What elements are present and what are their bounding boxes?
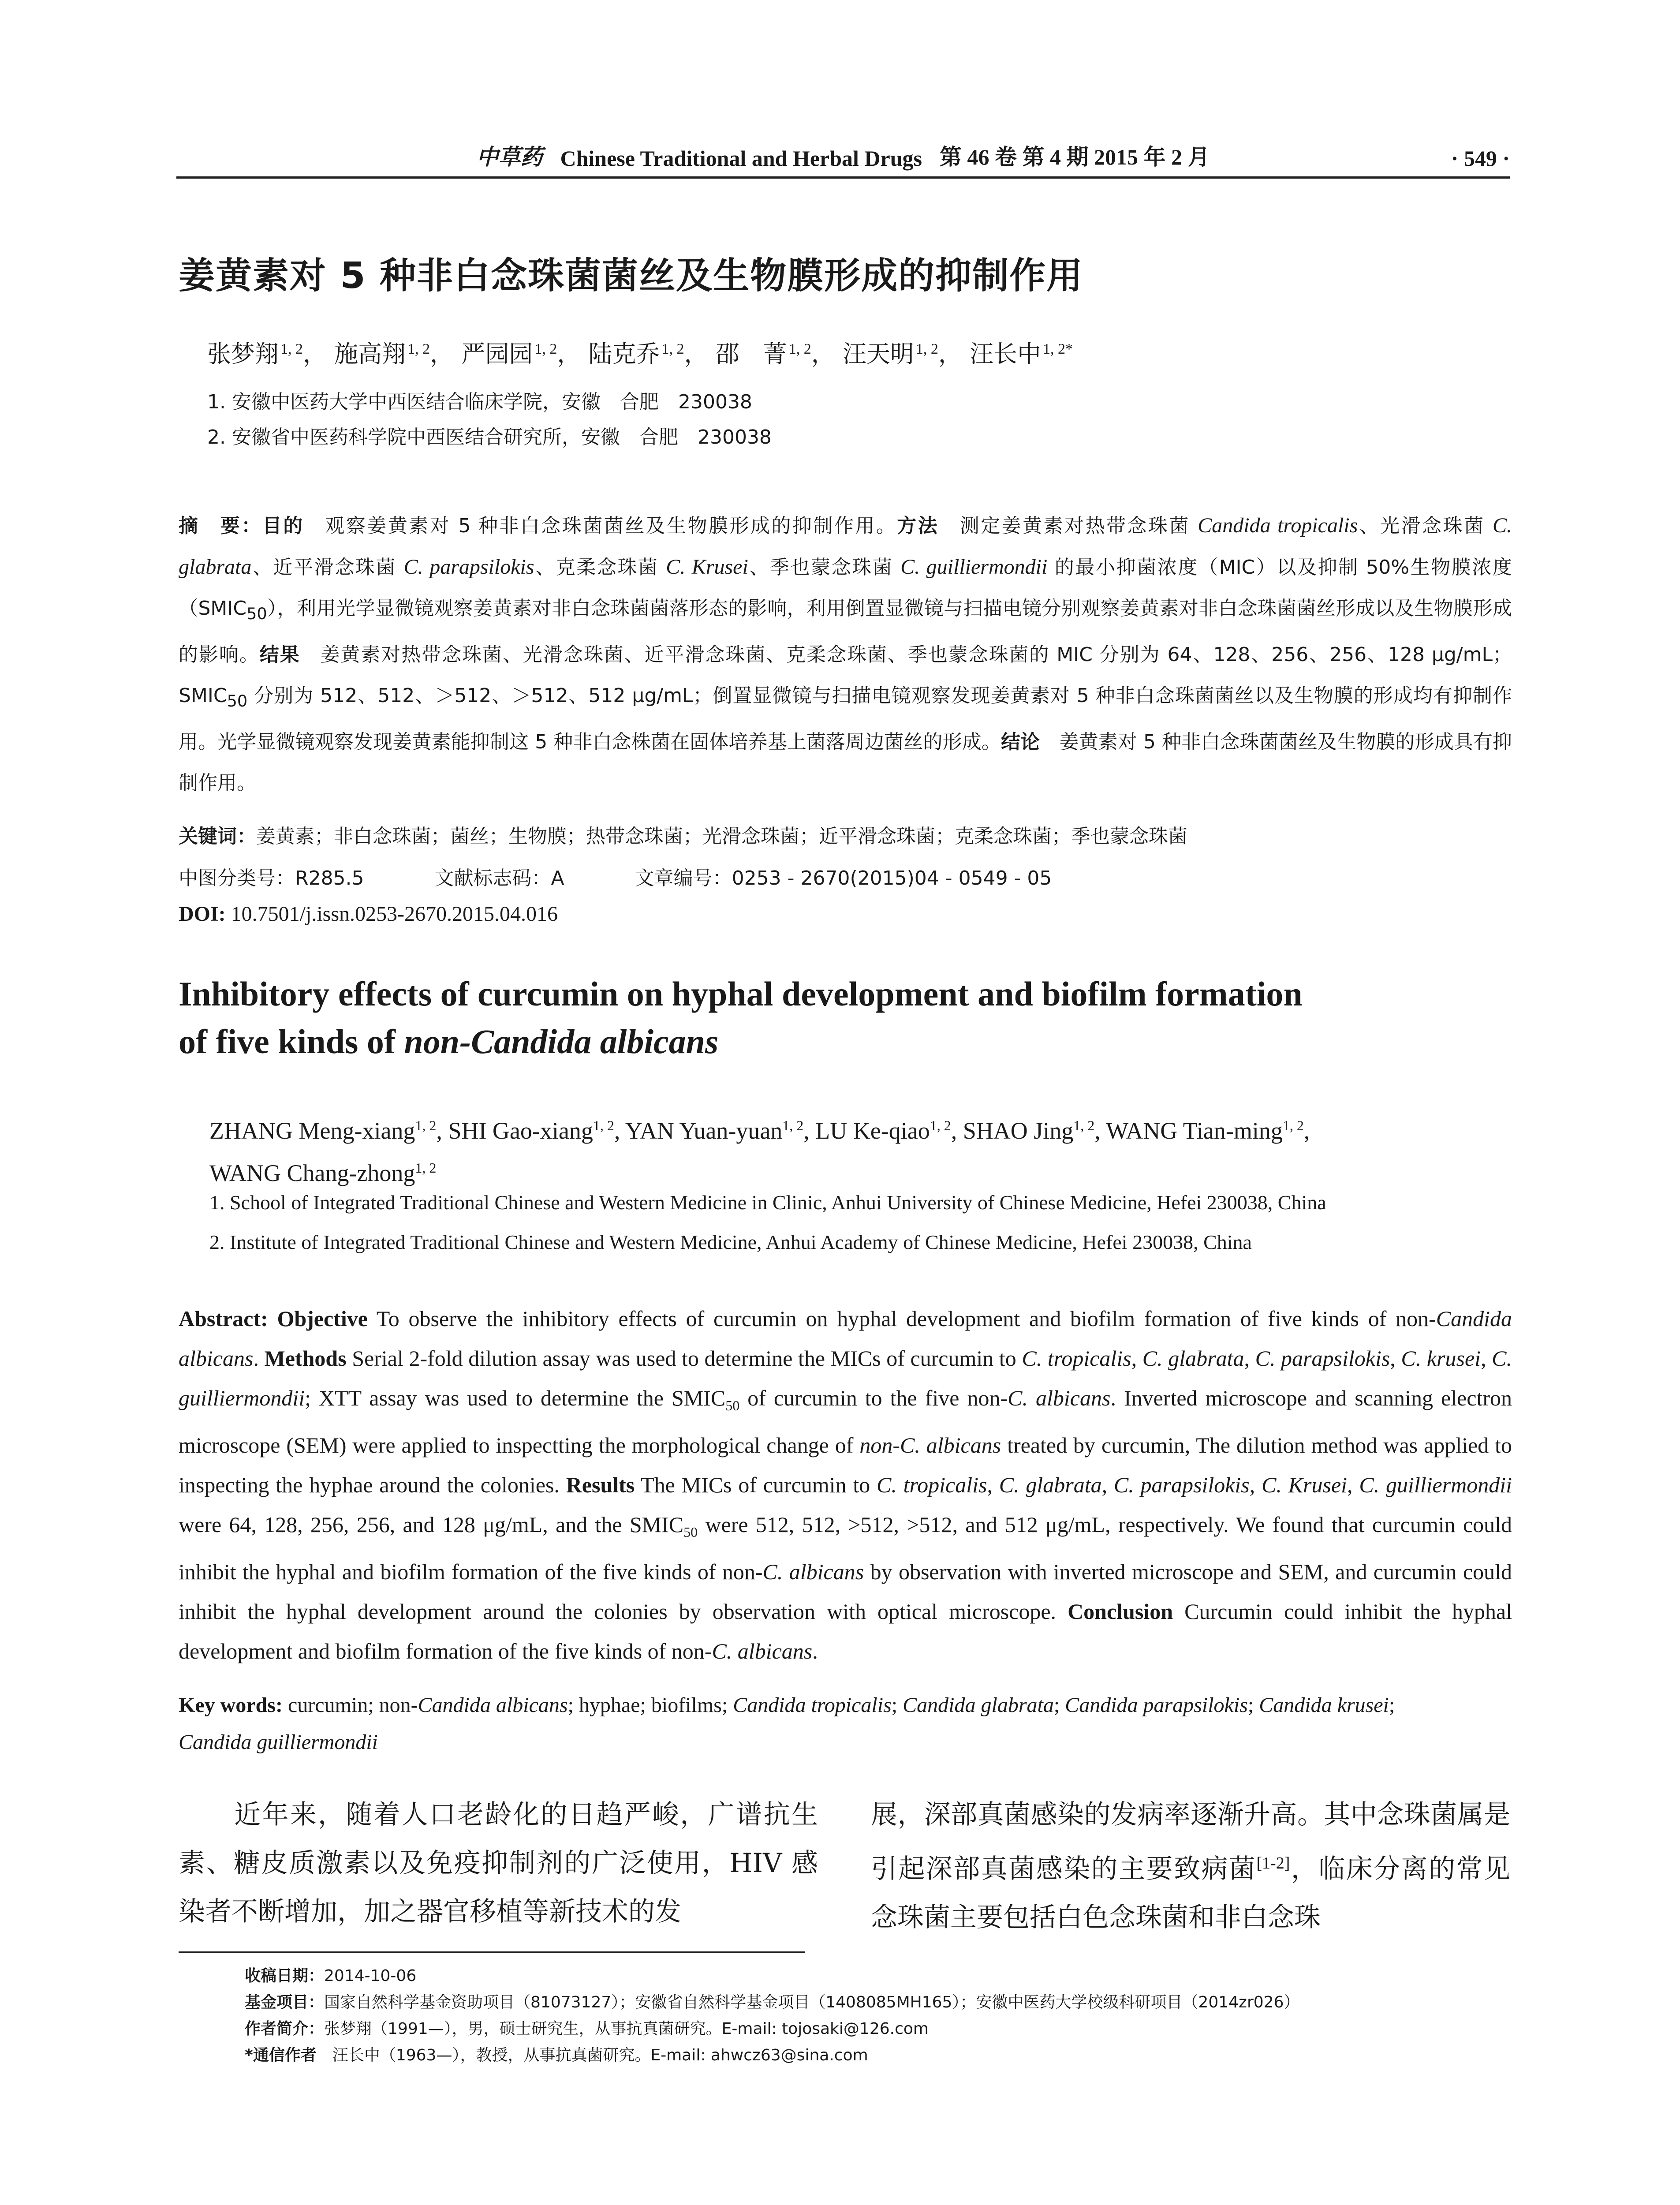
abstract-en: Abstract: Objective To observe the inhibitory effects of curcumin on hyphal development and biofilm formation of five kinds of non-Candida albicans. Methods Serial 2-fold dilution assay was used to determine the MICs of curcumin to C. tropicalis, C. glabrata, C. parapsilokis, C. krusei, C. guilliermondii; XTT assay was used to determine the $SMIC_{50}$ of curcumin to the five non-C. albicans. Inverted microscope and scanning electron microscope (SEM) were applied to inspectting the morphological change of non-C. albicans treated by curcumin, The dilution method was applied to inspecting the hyphae around the colonies. Results The MICs of curcumin to C. tropicalis, C. glabrata, C. parapsilokis, C. Krusei, C. guilliermondii were 64, 128, 256, 256, and 128 μg/mL, and the $SMIC_{50}$ were 512, 512, >512, >512, and 512 μg/mL, respectively. We found that curcumin could inhibit the hyphal and biofilm formation of the five kinds of non-C. albicans by observation with inverted microscope and SEM, and curcumin could inhibit the hyphal development around the colonies by observation with optical microscope. Conclusion Curcumin could inhibit the hyphal development and biofilm formation of the five kinds of non-C. albicans.: [179, 1306, 1512, 1663]
methods-label-en: Methods: [264, 1346, 347, 1371]
classification-line: [179, 862, 1512, 890]
author-cn: 施高翔 $^{1, 2}$，: [334, 340, 454, 368]
results-label-en: Results: [566, 1472, 635, 1497]
issue-info: 第 46 卷 第 4 期 2015 年 2 月: [939, 145, 1210, 169]
footnote-divider: [179, 1951, 805, 1953]
author-cn: 严园园 $^{1, 2}$，: [461, 340, 581, 368]
keywords-cn: 关键词：姜黄素；非白念珠菌；菌丝；生物膜；热带念珠菌；光滑念珠菌；近平滑念珠菌；克柔念珠菌；季也蒙念珠菌: [179, 825, 1187, 848]
body-column-left: 近年来，随着人口老龄化的日趋严峻，广谱抗生素、糖皮质激素以及免疫抑制剂的广泛使用，HIV 感染者不断增加，加之器官移植等新技术的发: [179, 1799, 818, 1927]
author-en: LU Ke-qiao$^{1, 2}$,: [815, 1117, 963, 1144]
doi-value[interactable]: 10.7501/j.issn.0253-2670.2015.04.016: [231, 902, 558, 926]
abstract-label-cn: 摘 要：: [179, 515, 262, 537]
page-number: · 549 ·: [1451, 146, 1510, 171]
affiliation-cn-2: 2. 安徽省中医药科学院中西医结合研究所，安徽 合肥 230038: [207, 426, 772, 448]
keywords-label-cn: 关键词：: [179, 825, 256, 848]
author-en: WANG Chang-zhong$^{1, 2}$: [209, 1160, 437, 1186]
header-divider: [176, 176, 1510, 179]
author-en: WANG Tian-ming$^{1, 2}$,: [1106, 1117, 1310, 1144]
author-cn: 邵 菁 $^{1, 2}$，: [715, 340, 835, 368]
author-cn: 汪天明 $^{1, 2}$，: [842, 340, 962, 368]
affiliation-en-1: 1. School of Integrated Traditional Chinese and Western Medicine in Clinic, Anhui University of Chinese Medicine, Hefei 230038, China: [209, 1191, 1326, 1214]
results-label-cn: 结果: [259, 643, 300, 666]
conclusion-label-cn: 结论: [1001, 730, 1040, 753]
author-cn: 汪长中 $^{1, 2*}$: [970, 340, 1073, 368]
conclusion-label-en: Conclusion: [1068, 1599, 1173, 1624]
objective-label-cn: 目的: [262, 515, 304, 537]
keywords-en: Key words: curcumin; non-Candida albicans; hyphae; biofilms; Candida tropicalis; Candida glabrata; Candida parapsilokis; Candida krusei; Candida guilliermondii: [179, 1693, 1395, 1754]
author-en: SHI Gao-xiang$^{1, 2}$,: [448, 1117, 625, 1144]
footnote-author: 作者简介：张梦翔（1991—），男，硕士研究生，从事抗真菌研究。E-mail: tojosaki@126.com: [245, 2020, 929, 2038]
author-en: SHAO Jing$^{1, 2}$,: [963, 1117, 1106, 1144]
journal-name-cn: 中草药: [476, 144, 543, 170]
author-en: ZHANG Meng-xiang$^{1, 2}$,: [209, 1117, 448, 1144]
objective-label-en: Abstract: Objective: [179, 1306, 368, 1331]
citation-ref[interactable]: [1-2]: [1256, 1854, 1290, 1872]
journal-name-en: Chinese Traditional and Herbal Drugs: [560, 146, 922, 171]
keywords-label-en: Key words:: [179, 1693, 283, 1717]
running-header: [176, 136, 1510, 171]
article-number: 文章编号：0253 - 2670(2015)04 - 0549 - 05: [635, 867, 1052, 889]
author-cn: 陆克乔 $^{1, 2}$，: [588, 340, 708, 368]
author-cn: 张梦翔 $^{1, 2}$，: [207, 340, 327, 368]
author-list-en: [209, 1107, 1515, 1192]
affiliation-cn-1: 1. 安徽中医药大学中西医结合临床学院，安徽 合肥 230038: [207, 391, 752, 413]
doi-line: [179, 902, 1512, 926]
abstract-cn: 摘 要：目的 观察姜黄素对 5 种非白念珠菌菌丝及生物膜形成的抑制作用。方法 测定姜黄素对热带念珠菌 Candida tropicalis、光滑念珠菌 C. glabrata、近平滑念珠菌 C. parapsilokis、克柔念珠菌 C. Krusei、季也蒙念珠菌 C. guilliermondii 的最小抑菌浓度（MIC）以及抑制 50%生物膜浓度$(SMIC_{50})$，利用光学显微镜观察姜黄素对非白念珠菌菌落形态的影响，利用倒置显微镜与扫描电镜分别观察姜黄素对非白念珠菌菌丝形成以及生物膜形成的影响。结果 姜黄素对热带念珠菌、光滑念珠菌、近平滑念珠菌、克柔念珠菌、季也蒙念珠菌的 MIC 分别为 64、128、256、256、128 μg/mL；$SMIC_{50}$ 分别为 512、512、＞512、＞512、512 μg/mL；倒置显微镜与扫描电镜观察发现姜黄素对 5 种非白念珠菌菌丝以及生物膜的形成均有抑制作用。光学显微镜观察发现姜黄素能抑制这 5 种非白念株菌在固体培养基上菌落周边菌丝的形成。结论 姜黄素对 5 种非白念珠菌菌丝及生物膜的形成具有抑制作用。: [179, 514, 1512, 794]
body-column-right: 展，深部真菌感染的发病率逐渐升高。其中念珠菌属是引起深部真菌感染的主要致病菌[1-2]，临床分离的常见念珠菌主要包括白色念珠菌和非白念珠: [871, 1799, 1511, 1933]
doi-label: DOI:: [179, 902, 226, 926]
article-title-cn: 姜黄素对 5 种非白念珠菌菌丝及生物膜形成的抑制作用: [179, 255, 1084, 297]
footnote-received: 收稿日期：2014-10-06: [245, 1967, 417, 1985]
article-title-en: Inhibitory effects of curcumin on hyphal development and biofilm formation of five kinds of non-Candida albicans: [179, 975, 1303, 1061]
methods-label-cn: 方法: [897, 515, 939, 537]
affiliation-en-2: 2. Institute of Integrated Traditional Chinese and Western Medicine, Anhui Academy of Chinese Medicine, Hefei 230038, China: [209, 1231, 1252, 1253]
footnote-fund: 基金项目：国家自然科学基金资助项目（81073127）；安徽省自然科学基金项目（1408085MH165）；安徽中医药大学校级科研项目（2014zr026）: [245, 1993, 1300, 2011]
footnote-corresponding: *通信作者 汪长中（1963—），教授，从事抗真菌研究。E-mail: ahwcz63@sina.com: [245, 2046, 868, 2064]
author-list-cn: [207, 335, 1530, 369]
clc-number: 中图分类号：R285.5: [179, 867, 364, 889]
document-code: 文献标志码：A: [434, 867, 564, 889]
author-en: YAN Yuan-yuan$^{1, 2}$,: [625, 1117, 816, 1144]
